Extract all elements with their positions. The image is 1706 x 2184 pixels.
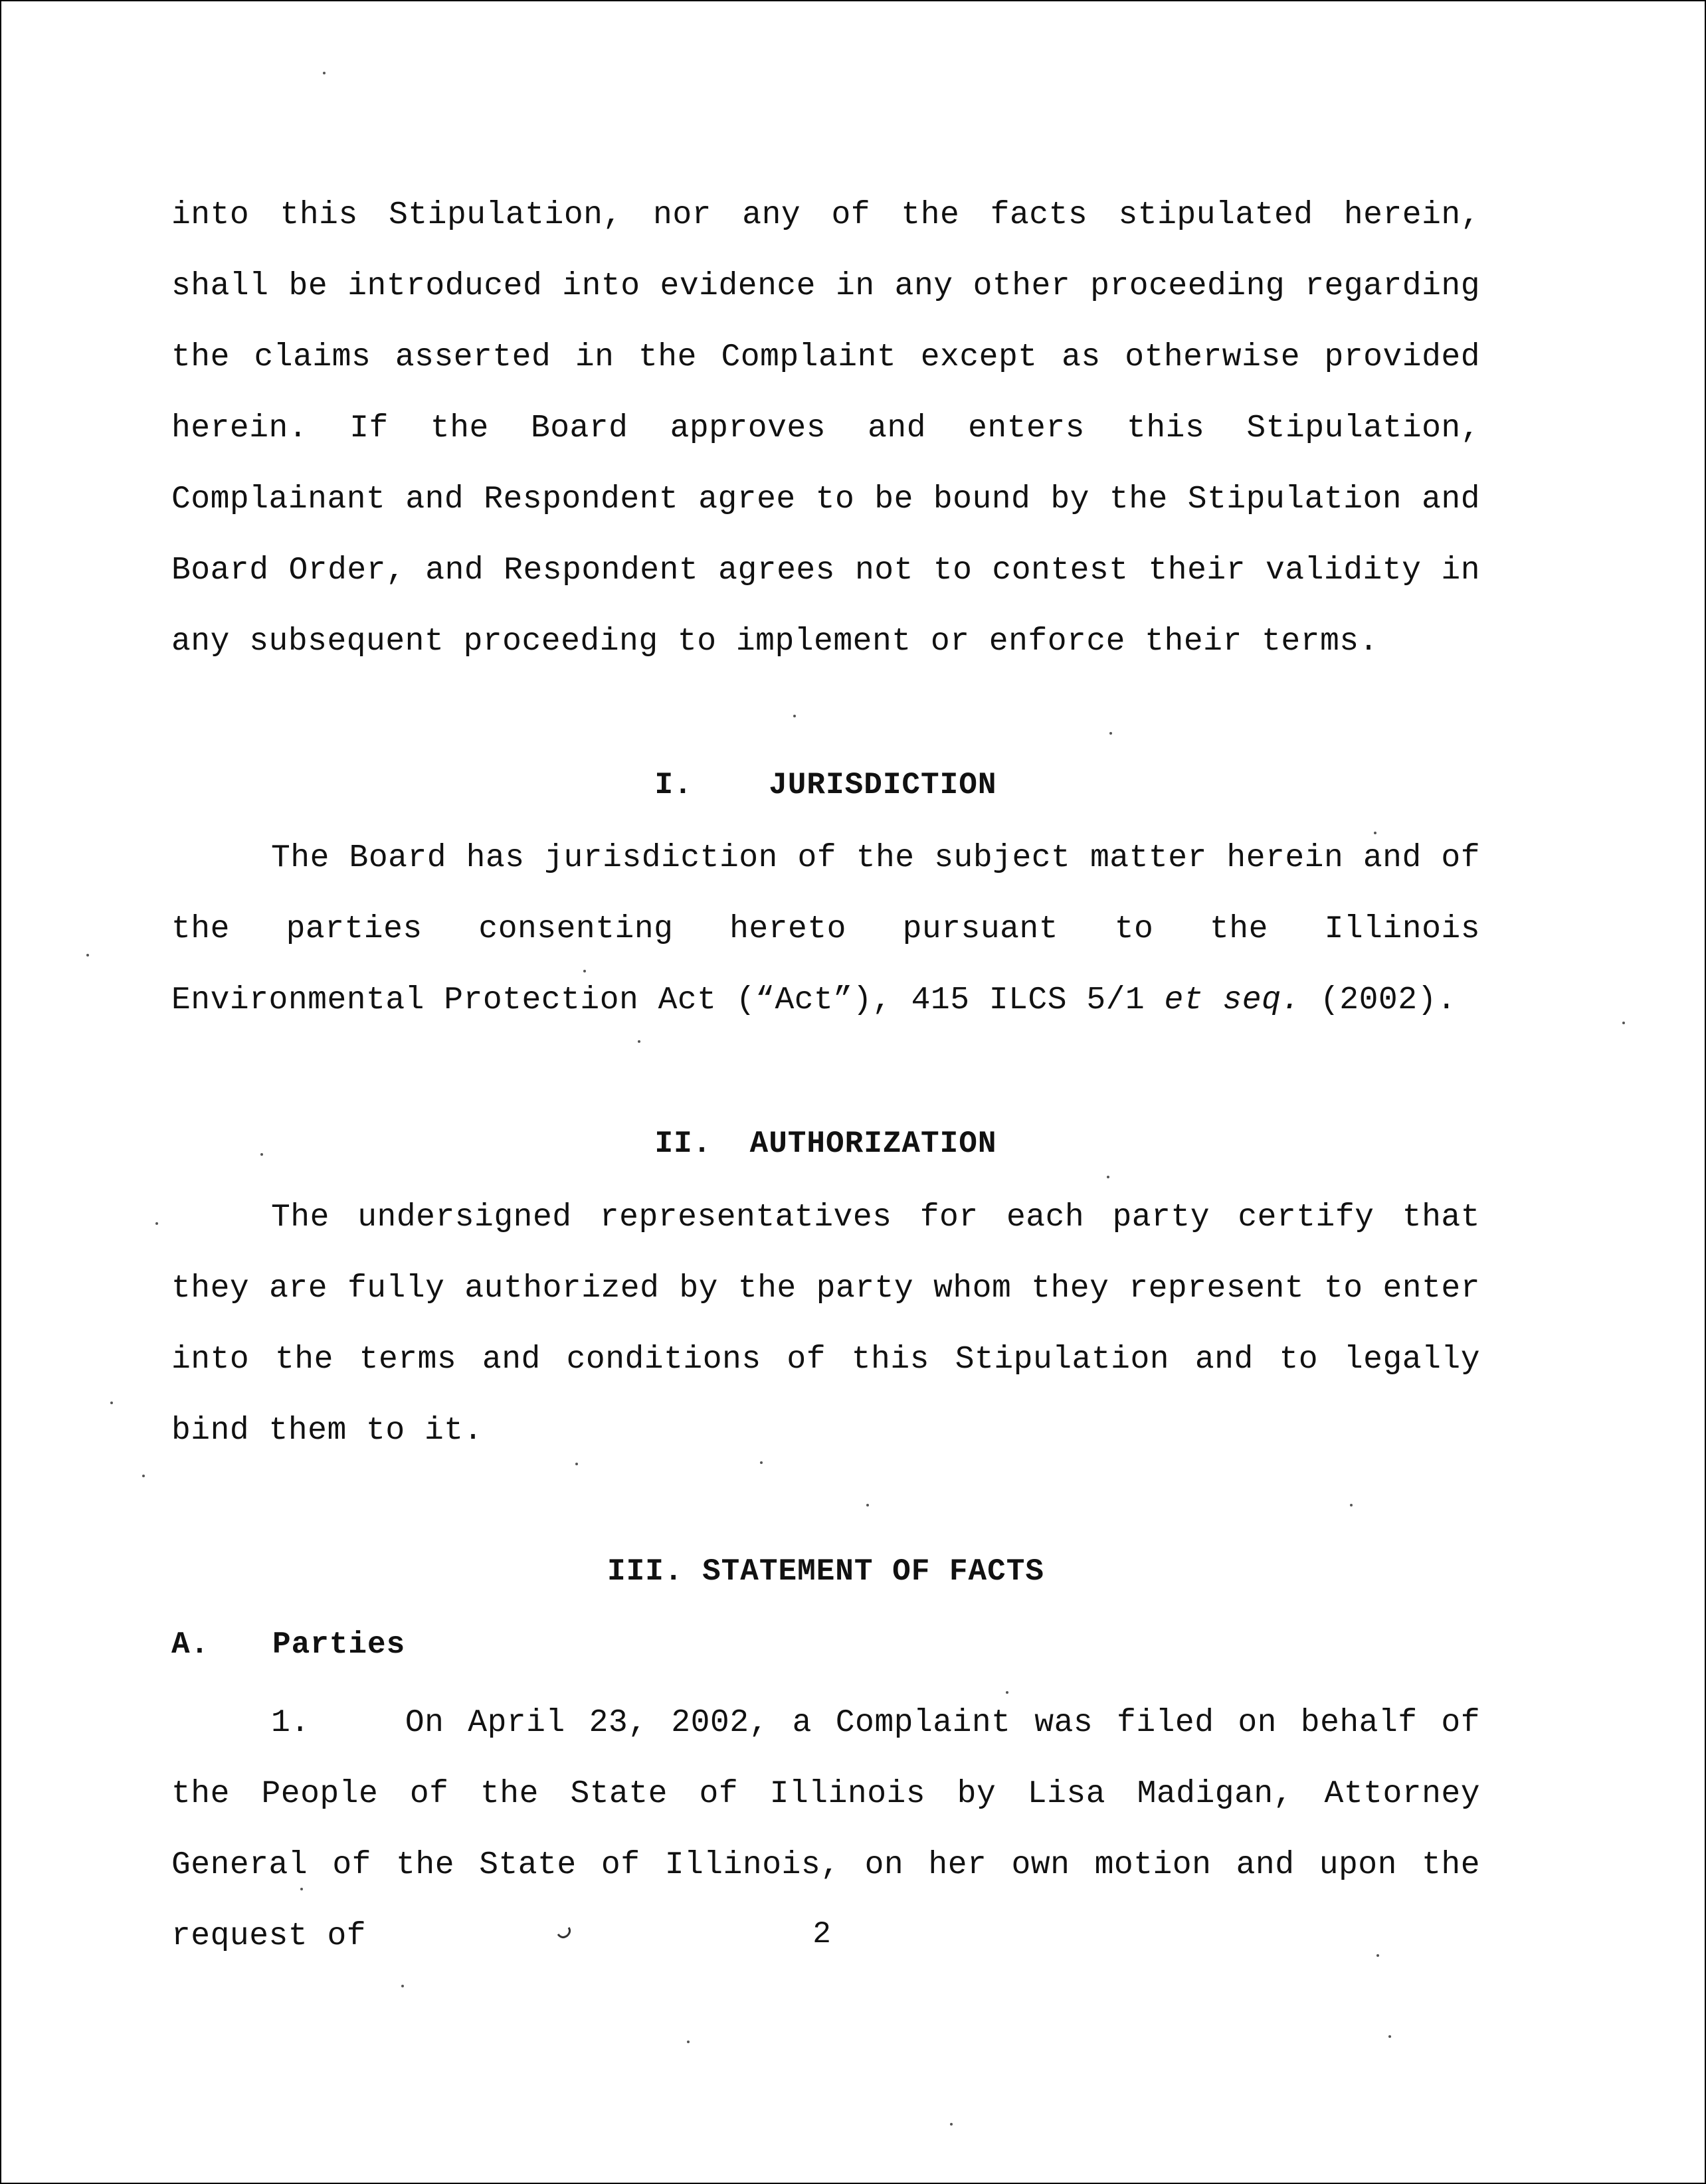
scan-speck bbox=[300, 1888, 303, 1890]
scan-speck bbox=[1350, 1504, 1353, 1506]
section-3-title: STATEMENT OF FACTS bbox=[702, 1554, 1044, 1589]
intro-paragraph bbox=[171, 180, 1480, 678]
jurisdiction-text-end: (2002). bbox=[1300, 982, 1457, 1018]
scan-speck bbox=[1109, 732, 1112, 735]
scan-speck bbox=[866, 1504, 869, 1506]
subsection-a-letter: A. bbox=[171, 1627, 210, 1662]
scan-speck bbox=[110, 1402, 113, 1404]
scan-speck bbox=[583, 970, 586, 972]
section-3-number: III. bbox=[607, 1554, 684, 1589]
scan-speck bbox=[260, 1153, 263, 1156]
paragraph-1-number: 1. bbox=[271, 1705, 310, 1741]
scan-speck bbox=[760, 1461, 763, 1464]
page-number: 2 bbox=[812, 1917, 831, 1952]
scan-speck bbox=[950, 2123, 953, 2126]
scan-speck bbox=[1388, 2035, 1391, 2038]
section-1-heading bbox=[171, 765, 1480, 805]
scan-speck bbox=[401, 1985, 404, 1987]
scan-speck bbox=[687, 2041, 690, 2043]
section-3-heading bbox=[171, 1552, 1480, 1592]
intro-text: into this Stipulation, nor any of the facts stipulated herein, shall be introduced into evidence in any other proceeding regarding the claims asserted in the Complaint except as otherwise provided herein. If the Board approves and enters this Stipulation, Complainant and Respondent agree to be bound by the Stipulation and Board Order, and Respondent agrees not to contest their validity in any subsequent proceeding to implement or enforce their terms. bbox=[171, 197, 1480, 660]
scan-speck bbox=[1622, 1022, 1625, 1024]
scan-speck bbox=[323, 72, 326, 74]
section-2-title: AUTHORIZATION bbox=[749, 1127, 997, 1161]
scan-mark-icon bbox=[555, 1921, 575, 1941]
subsection-a-title: Parties bbox=[272, 1627, 406, 1662]
paragraph-1-text: On April 23, 2002, a Complaint was filed on behalf of the People of the State of Illinois by Lisa Madigan, Attorney General of the State of Illinois, on her own motion and upon the request of bbox=[171, 1705, 1481, 1954]
scan-speck bbox=[155, 1222, 158, 1225]
subsection-a-heading bbox=[171, 1625, 405, 1665]
scan-speck bbox=[1006, 1691, 1008, 1694]
jurisdiction-text: The Board has jurisdiction of the subject matter herein and of the parties consenting hereto pursuant to the Illinois Environmental Protection Act (“Act”), 415 ILCS 5/1 bbox=[171, 840, 1480, 1018]
scan-speck bbox=[1374, 832, 1376, 834]
section-2-number: II. bbox=[654, 1127, 712, 1161]
jurisdiction-paragraph bbox=[171, 823, 1480, 1036]
scan-speck bbox=[1376, 1954, 1379, 1957]
section-1-title: JURISDICTION bbox=[769, 768, 997, 802]
scan-speck bbox=[793, 715, 796, 717]
scan-speck bbox=[142, 1475, 145, 1477]
authorization-text: The undersigned representatives for each party certify that they are fully authorized by the party whom they represent to enter into the terms and conditions of this Stipulation and to legally bind them to it. bbox=[171, 1200, 1480, 1449]
scan-speck bbox=[1107, 1176, 1109, 1178]
scan-speck bbox=[638, 1040, 640, 1043]
scan-speck bbox=[86, 954, 89, 956]
authorization-paragraph bbox=[171, 1182, 1480, 1467]
section-2-heading bbox=[171, 1124, 1480, 1164]
scan-speck bbox=[575, 1463, 578, 1465]
jurisdiction-italic-text: et seq. bbox=[1164, 982, 1301, 1018]
section-1-number: I. bbox=[654, 768, 693, 802]
